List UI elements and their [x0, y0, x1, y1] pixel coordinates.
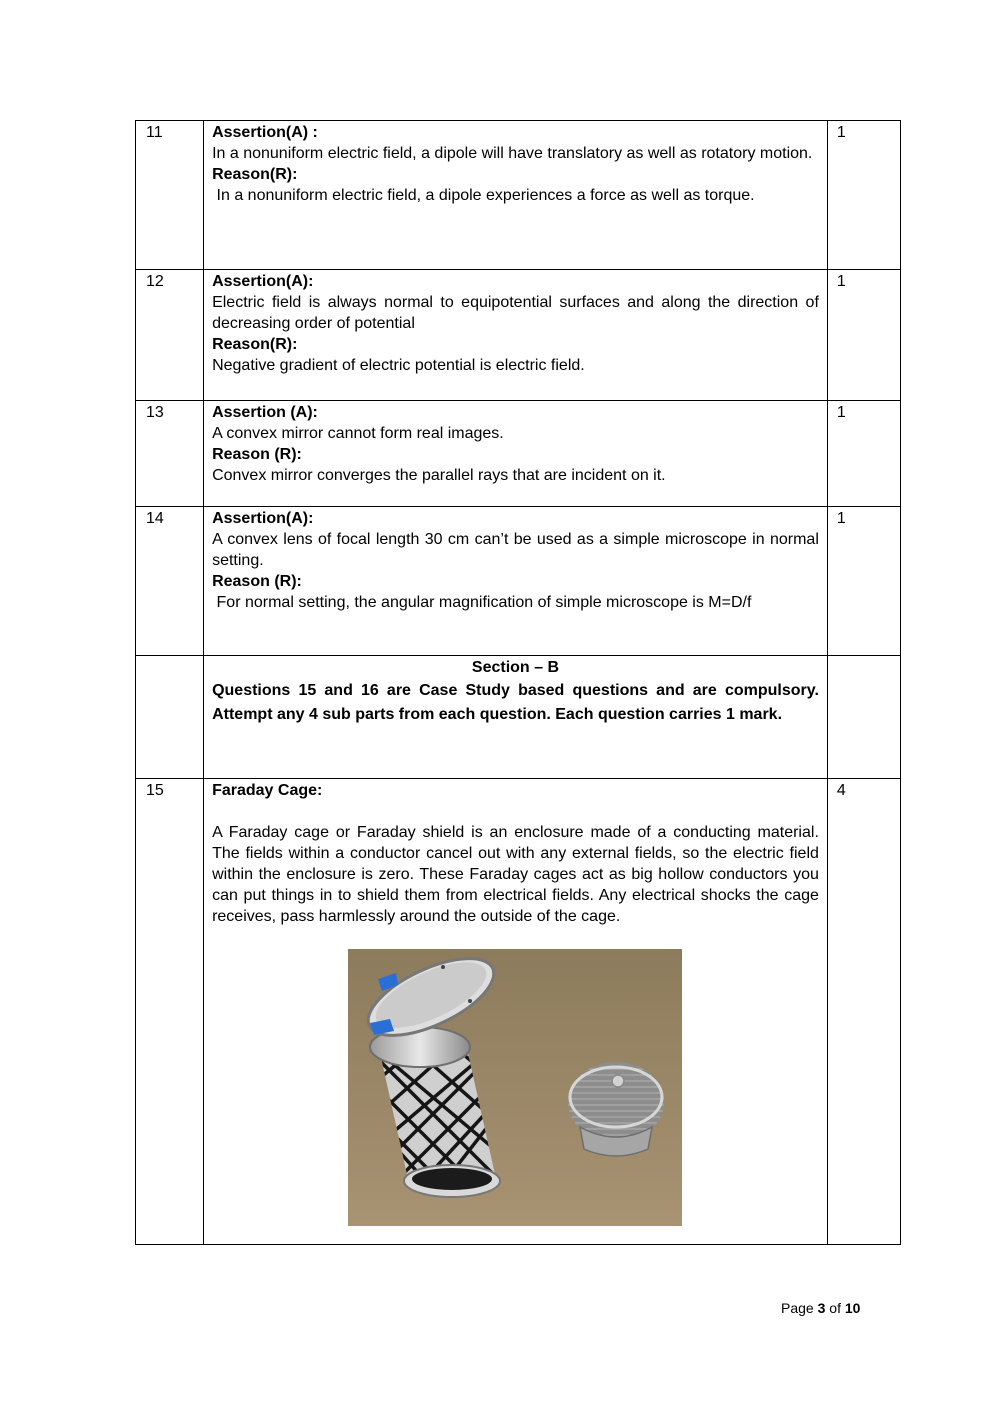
reason-text: Convex mirror converges the parallel rays that are incident on it.	[212, 467, 666, 484]
question-row	[136, 270, 901, 401]
of-label: of	[829, 1300, 841, 1316]
reason-label: Reason (R):	[212, 573, 302, 590]
question-marks: 1	[827, 270, 900, 401]
section-row	[136, 656, 901, 779]
reason-label: Reason(R):	[212, 166, 298, 183]
section-instructions: Questions 15 and 16 are Case Study based questions and are compulsory. Attempt any 4 sub parts from each question. Each question carries 1 mark.	[212, 682, 819, 723]
question-body	[204, 270, 828, 401]
case-study-row	[136, 779, 901, 1245]
question-marks: 4	[827, 779, 900, 1245]
page-number: 3	[817, 1300, 826, 1316]
question-number: 13	[136, 401, 204, 507]
case-study-title: Faraday Cage:	[212, 782, 323, 799]
question-number: 11	[136, 121, 204, 270]
question-number: 14	[136, 507, 204, 656]
question-body	[204, 121, 828, 270]
empty-cell	[136, 656, 204, 779]
assertion-text: A convex mirror cannot form real images.	[212, 425, 504, 442]
page-label: Page	[781, 1300, 814, 1316]
page-footer	[781, 1300, 860, 1316]
assertion-label: Assertion(A):	[212, 273, 314, 290]
assertion-text: Electric field is always normal to equipotential surfaces and along the direction of decreasing order of potential	[212, 294, 819, 332]
questions-table	[135, 120, 901, 1245]
empty-cell	[827, 656, 900, 779]
assertion-label: Assertion (A):	[212, 404, 318, 421]
question-body	[204, 507, 828, 656]
case-study-body	[204, 779, 828, 1245]
reason-label: Reason(R):	[212, 336, 298, 353]
question-row	[136, 121, 901, 270]
reason-text: In a nonuniform electric field, a dipole experiences a force as well as torque.	[212, 187, 755, 204]
faraday-cage-photo	[348, 949, 682, 1226]
question-number: 12	[136, 270, 204, 401]
question-body	[204, 401, 828, 507]
assertion-text: A convex lens of focal length 30 cm can’t be used as a simple microscope in normal setting.	[212, 531, 819, 569]
assertion-text: In a nonuniform electric field, a dipole will have translatory as well as rotatory motion.	[212, 145, 813, 162]
assertion-label: Assertion(A) :	[212, 124, 318, 141]
reason-label: Reason (R):	[212, 446, 302, 463]
assertion-label: Assertion(A):	[212, 510, 314, 527]
question-marks: 1	[827, 401, 900, 507]
total-pages: 10	[844, 1300, 861, 1316]
reason-text: For normal setting, the angular magnification of simple microscope is M=D/f	[212, 594, 752, 611]
section-header	[204, 656, 828, 779]
section-title: Section – B	[471, 659, 560, 676]
question-marks: 1	[827, 121, 900, 270]
question-row	[136, 507, 901, 656]
mesh-sphere	[568, 1062, 664, 1156]
question-number: 15	[136, 779, 204, 1245]
reason-text: Negative gradient of electric potential is electric field.	[212, 357, 585, 374]
question-marks: 1	[827, 507, 900, 656]
case-study-text: A Faraday cage or Faraday shield is an enclosure made of a conducting material. The fields within a conductor cancel out with any external fields, so the electric field within the enclosure is zero. These Faraday cages act as big hollow conductors you can put things in to shield them from electrical fields. Any electrical shocks the cage receives, pass harmlessly around the outside of the cage.	[212, 824, 819, 925]
question-row	[136, 401, 901, 507]
